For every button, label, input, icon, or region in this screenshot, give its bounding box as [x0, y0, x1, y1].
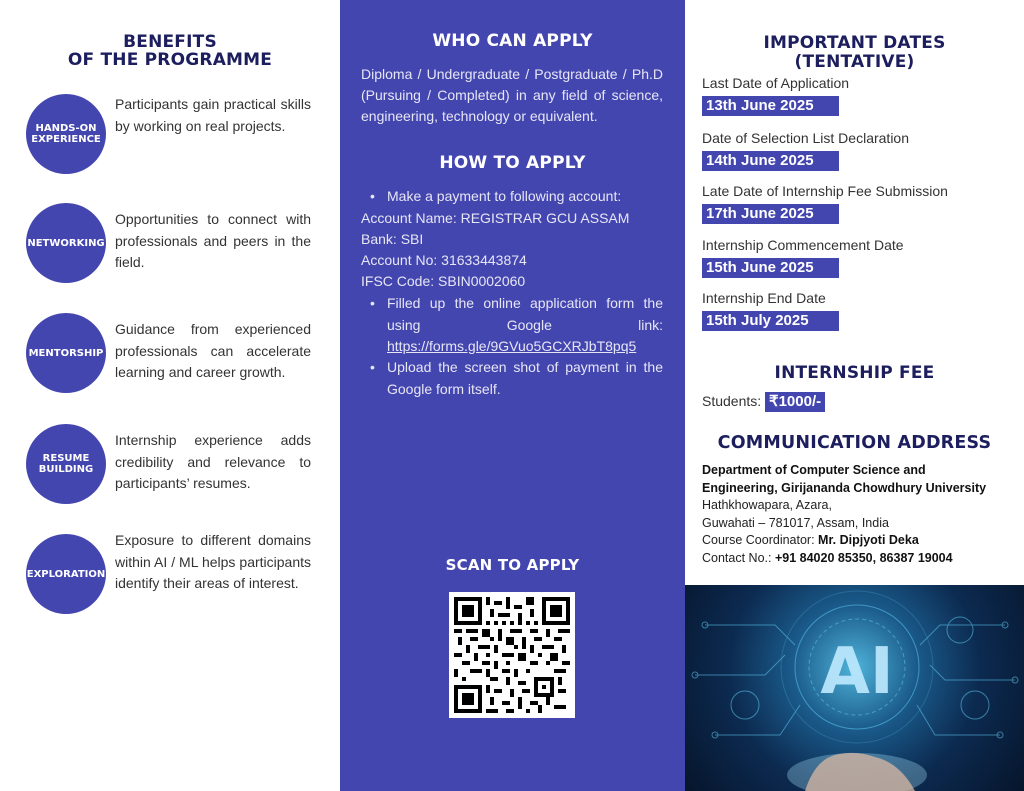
date-value: 15th July 2025: [702, 311, 839, 331]
address-block: [702, 462, 1022, 567]
benefit-badge: MENTORSHIP: [26, 313, 106, 393]
date-label: Date of Selection List Declaration: [702, 130, 909, 146]
date-value: 13th June 2025: [702, 96, 839, 116]
who-can-apply-text: Diploma / Undergraduate / Postgraduate / Ph.D (Pursuing / Completed) in any field of science, engineering, technology or equivalent.: [361, 66, 663, 124]
benefit-networking: [26, 203, 316, 285]
benefit-exploration: [26, 534, 316, 616]
step-payment: • Make a payment to following account:: [387, 186, 663, 208]
ai-hand-image: [685, 585, 1024, 791]
benefit-text: Opportunities to connect with professionals and peers in the field.: [115, 211, 311, 270]
benefit-badge: HANDS-ON EXPERIENCE: [26, 94, 106, 174]
step-form-text: Filled up the online application form the using Google link:: [387, 295, 663, 333]
ai-image-text: AI: [820, 635, 894, 709]
date-label: Late Date of Internship Fee Submission: [702, 183, 948, 199]
date-value: 14th June 2025: [702, 151, 839, 171]
internship-fee-title: INTERNSHIP FEE: [774, 363, 935, 383]
dept-line: Engineering, Girijananda Chowdhury University: [702, 480, 987, 495]
apply-column: [340, 0, 685, 791]
benefits-title: BENEFITS OF THE PROGRAMME: [67, 32, 273, 70]
benefit-text: Exposure to different domains within AI / ML helps participants identify their areas of interest.: [115, 532, 311, 591]
account-number: Account No: 31633443874: [361, 252, 527, 268]
account-name: Account Name: REGISTRAR GCU ASSAM: [361, 210, 630, 226]
step-upload: • Upload the screen shot of payment in the Google form itself.: [387, 357, 663, 400]
dates-column: [685, 0, 1024, 791]
date-label: Internship End Date: [702, 290, 826, 306]
contact-line: Contact No.: +91 84020 85350, 86387 19004: [702, 550, 953, 565]
scan-to-apply-title: SCAN TO APPLY: [445, 556, 580, 574]
dept-line: Department of Computer Science and: [702, 463, 926, 477]
fee-label: Students:: [702, 393, 762, 409]
bank-name: Bank: SBI: [361, 231, 424, 247]
communication-address-title: COMMUNICATION ADDRESS: [717, 433, 992, 453]
date-label: Internship Commencement Date: [702, 237, 904, 253]
benefit-resume: [26, 424, 316, 506]
benefit-mentorship: [26, 313, 316, 395]
benefit-badge: RESUME BUILDING: [26, 424, 106, 504]
how-to-apply-title: HOW TO APPLY: [439, 153, 586, 173]
fee-value: ₹1000/-: [765, 392, 825, 412]
qr-code[interactable]: [449, 592, 575, 718]
fee-row: [702, 391, 825, 412]
google-form-link[interactable]: https://forms.gle/9GVuo5GCXRJbT8pq5: [387, 338, 637, 354]
ifsc-code: IFSC Code: SBIN0002060: [361, 273, 526, 289]
address-line: Hathkhowapara, Azara,: [702, 498, 832, 512]
address-line: Guwahati – 781017, Assam, India: [702, 515, 889, 530]
benefit-hands-on: [26, 94, 316, 176]
date-value: 15th June 2025: [702, 258, 839, 278]
ai-illustration: [685, 585, 1024, 791]
important-dates-title: IMPORTANT DATES (TENTATIVE): [763, 33, 946, 72]
date-label: Last Date of Application: [702, 75, 850, 91]
benefit-text: Internship experience adds credibility and relevance to participants’ resumes.: [115, 432, 311, 491]
coordinator-line: Course Coordinator: Mr. Dipjyoti Deka: [702, 533, 919, 547]
benefit-text: Participants gain practical skills by working on real projects.: [115, 96, 311, 134]
benefit-badge: NETWORKING: [26, 203, 106, 283]
benefit-badge: EXPLORATION: [26, 534, 106, 614]
date-value: 17th June 2025: [702, 204, 839, 224]
benefit-text: Guidance from experienced professionals can accelerate learning and career growth.: [115, 321, 311, 380]
step-form: [387, 293, 663, 358]
qr-code-icon: [454, 597, 570, 713]
benefits-column: [0, 0, 340, 791]
who-can-apply-title: WHO CAN APPLY: [432, 31, 593, 51]
